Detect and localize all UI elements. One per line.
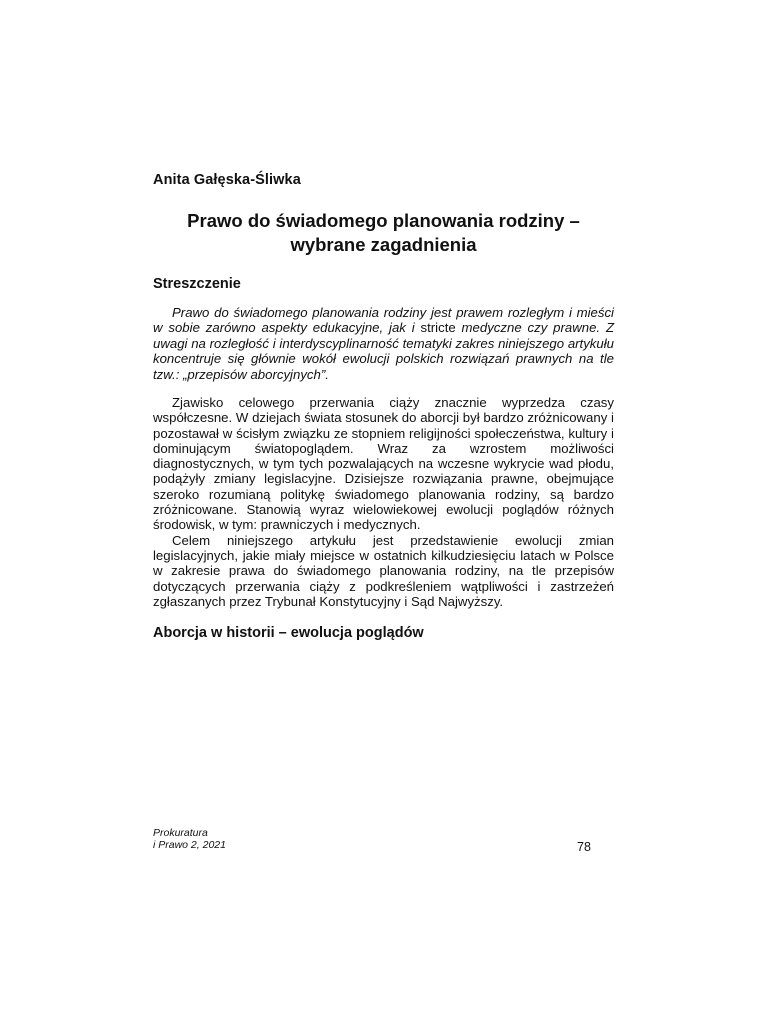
abstract-text bbox=[153, 305, 614, 382]
abstract-stricte: stricte bbox=[420, 320, 456, 336]
article-body bbox=[153, 395, 614, 609]
footer-journal bbox=[153, 827, 226, 851]
footer-journal-line-1: Prokuratura bbox=[153, 827, 208, 839]
abstract-part-1: Prawo do świadomego planowania rodziny jest prawem rozległym i mieści w sobie zarówno aspekty edukacyjne, jak i bbox=[153, 305, 614, 336]
page-number: 78 bbox=[577, 840, 591, 854]
title-line-1: Prawo do świadomego planowania rodziny – bbox=[187, 210, 580, 231]
body-paragraph-2: Celem niniejszego artykułu jest przedstawienie ewolucji zmian legislacyjnych, jakie miały miejsce w ostatnich kilkudziesięciu latach w Polsce w zakresie prawa do świadomego planowania rodziny, na tle przepisów dotyczących przerwania ciąży z podkreśleniem wątpliwości i zastrzeżeń zgłaszanych przez Trybunał Konstytucyjny i Sąd Najwyższy. bbox=[153, 532, 614, 609]
body-paragraph-1: Zjawisko celowego przerwania ciąży znacznie wyprzedza czasy współczesne. W dziejach świata stosunek do aborcji był bardzo zróżnicowany i pozostawał w ścisłym związku ze stopniem religijności społeczeństwa, kultury i dominującym światopoglądem. Wraz za wzrostem możliwości diagnostycznych, w tym tych pozwalających na wczesne wykrycie wad płodu, podążyły zmiany legislacyjne. Dzisiejsze rozwiązania prawne, obejmujące szeroko rozumianą politykę świadomego planowania rodziny, są bardzo zróżnicowane. Stanowią wyraz wielowiekowej ewolucji poglądów różnych środowisk, w tym: prawniczych i medycznych. bbox=[153, 395, 614, 533]
abstract-heading: Streszczenie bbox=[153, 276, 241, 292]
section-heading-history: Aborcja w historii – ewolucja poglądów bbox=[153, 625, 424, 641]
title-line-2: wybrane zagadnienia bbox=[290, 234, 477, 255]
abstract-part-2: medyczne czy prawne. Z uwagi na rozległość i interdyscyplinarność tematyki zakres niniejszego artykułu koncentruje się głównie wokół ewolucji polskich rozwiązań prawnych na tle tzw.: „przepisów aborcyjnych”. bbox=[153, 320, 614, 382]
footer-journal-line-2: i Prawo 2, 2021 bbox=[153, 839, 226, 851]
article-title bbox=[153, 209, 614, 257]
author-name: Anita Gałęska-Śliwka bbox=[153, 172, 301, 188]
